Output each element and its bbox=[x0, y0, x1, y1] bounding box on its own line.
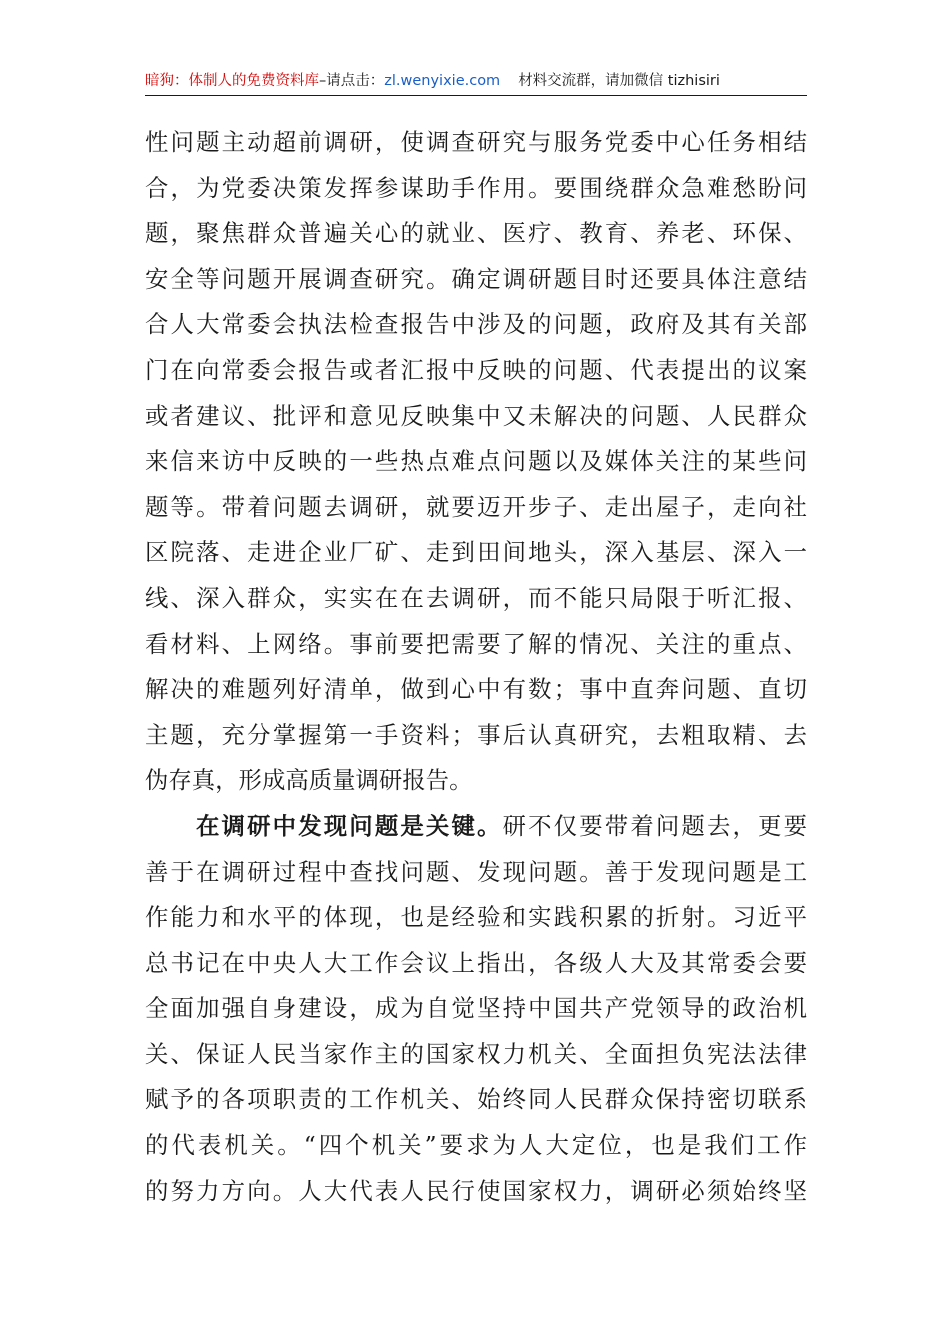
text-line-lead bbox=[145, 804, 807, 850]
text-line: 解决的难题列好清单，做到心中有数；事中直奔问题、直切 bbox=[145, 675, 807, 704]
header-divider bbox=[145, 95, 807, 96]
page-header bbox=[145, 68, 807, 94]
text-line: 关、保证人民当家作主的国家权力机关、全面担负宪法法律 bbox=[145, 1039, 807, 1068]
text-line: 善于在调研过程中查找问题、发现问题。善于发现问题是工 bbox=[145, 857, 807, 886]
text-line: 合人大常委会执法检查报告中涉及的问题，政府及其有关部 bbox=[145, 310, 807, 339]
paragraph-2 bbox=[145, 804, 807, 1214]
text-line: 看材料、上网络。事前要把需要了解的情况、关注的重点、 bbox=[145, 629, 807, 658]
text-line: 全面加强自身建设，成为自觉坚持中国共产党领导的政治机 bbox=[145, 994, 807, 1023]
text-line: 的代表机关。“四个机关”要求为人大定位，也是我们工作 bbox=[145, 1131, 807, 1160]
text-line: 性问题主动超前调研，使调查研究与服务党委中心任务相结 bbox=[145, 128, 807, 156]
text-line: 主题，充分掌握第一手资料；事后认真研究，去粗取精、去 bbox=[145, 720, 807, 749]
text-line: 题等。带着问题去调研，就要迈开步子、走出屋子，走向社 bbox=[145, 492, 807, 521]
text-line: 的努力方向。人大代表人民行使国家权力，调研必须始终坚 bbox=[145, 1176, 807, 1205]
text-line: 题，聚焦群众普遍关心的就业、医疗、教育、养老、环保、 bbox=[145, 219, 807, 248]
text-line: 来信来访中反映的一些热点难点问题以及媒体关注的某些问 bbox=[145, 447, 807, 476]
paragraph-1 bbox=[145, 120, 807, 804]
header-brand: 暗狗：体制人的免费资料库 bbox=[145, 73, 319, 89]
header-prompt: –请点击： bbox=[319, 73, 385, 89]
text-line: 安全等问题开展调查研究。确定调研题目时还要具体注意结 bbox=[145, 264, 807, 293]
text-line: 或者建议、批评和意见反映集中又未解决的问题、人民群众 bbox=[145, 401, 807, 430]
section-heading: 在调研中发现问题是关键。 bbox=[196, 811, 503, 840]
lead-text: 研不仅要带着问题去，更要 bbox=[502, 811, 807, 840]
text-line: 总书记在中央人大工作会议上指出，各级人大及其常委会要 bbox=[145, 948, 807, 977]
text-line: 区院落、走进企业厂矿、走到田间地头，深入基层、深入一 bbox=[145, 538, 807, 567]
text-line: 合，为党委决策发挥参谋助手作用。要围绕群众急难愁盼问 bbox=[145, 173, 807, 202]
header-url-link[interactable]: zl.wenyixie.com bbox=[384, 73, 501, 89]
text-line: 线、深入群众，实实在在去调研，而不能只局限于听汇报、 bbox=[145, 583, 807, 612]
header-contact: 材料交流群，请加微信 tizhisiri bbox=[518, 73, 720, 89]
text-line: 作能力和水平的体现，也是经验和实践积累的折射。习近平 bbox=[145, 903, 807, 932]
text-line: 伪存真，形成高质量调研报告。 bbox=[145, 766, 473, 795]
text-line: 门在向常委会报告或者汇报中反映的问题、代表提出的议案 bbox=[145, 355, 807, 384]
text-line: 赋予的各项职责的工作机关、始终同人民群众保持密切联系 bbox=[145, 1085, 807, 1114]
body-text bbox=[145, 120, 807, 1214]
